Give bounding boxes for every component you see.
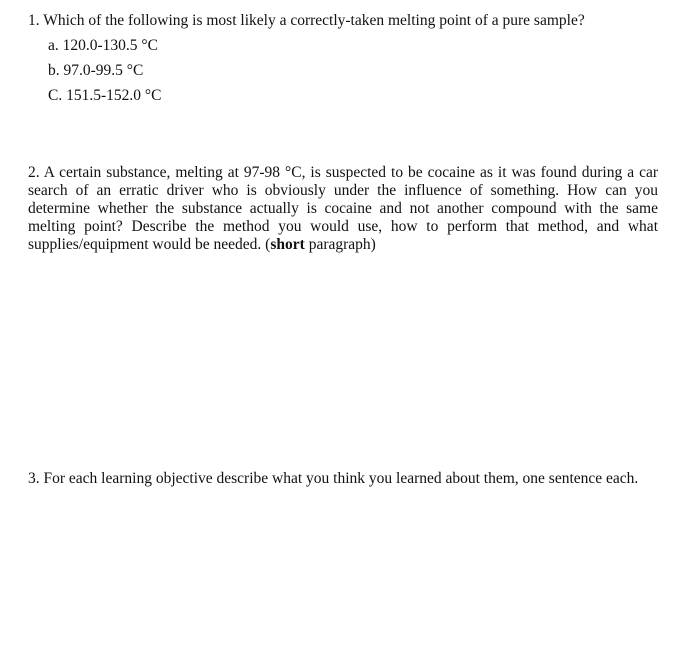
question-2-text-end: paragraph) <box>304 236 376 253</box>
question-2-bold-word: short <box>270 236 305 253</box>
question-1-option-a: a. 120.0-130.5 °C <box>48 37 158 54</box>
question-1-option-b: b. 97.0-99.5 °C <box>48 62 144 79</box>
question-3: 3. For each learning objective describe what you think you learned about them, one sentence each. <box>28 470 639 487</box>
question-1-options <box>48 37 161 112</box>
question-2-text: 2. A certain substance, melting at 97-98 °C, is suspected to be cocaine as it was found during a car search of an erratic driver who is obviously under the influence of something. How can you determine whether the substance actually is cocaine and not another compound with the same melting point? Describe the method you would use, how to perform that method, and what supplies/equipment would be needed. ( <box>28 164 658 253</box>
question-1-option-c: C. 151.5-152.0 °C <box>48 87 162 104</box>
question-2 <box>28 164 658 254</box>
question-1-stem: 1. Which of the following is most likely a correctly-taken melting point of a pure sample? <box>28 12 585 29</box>
